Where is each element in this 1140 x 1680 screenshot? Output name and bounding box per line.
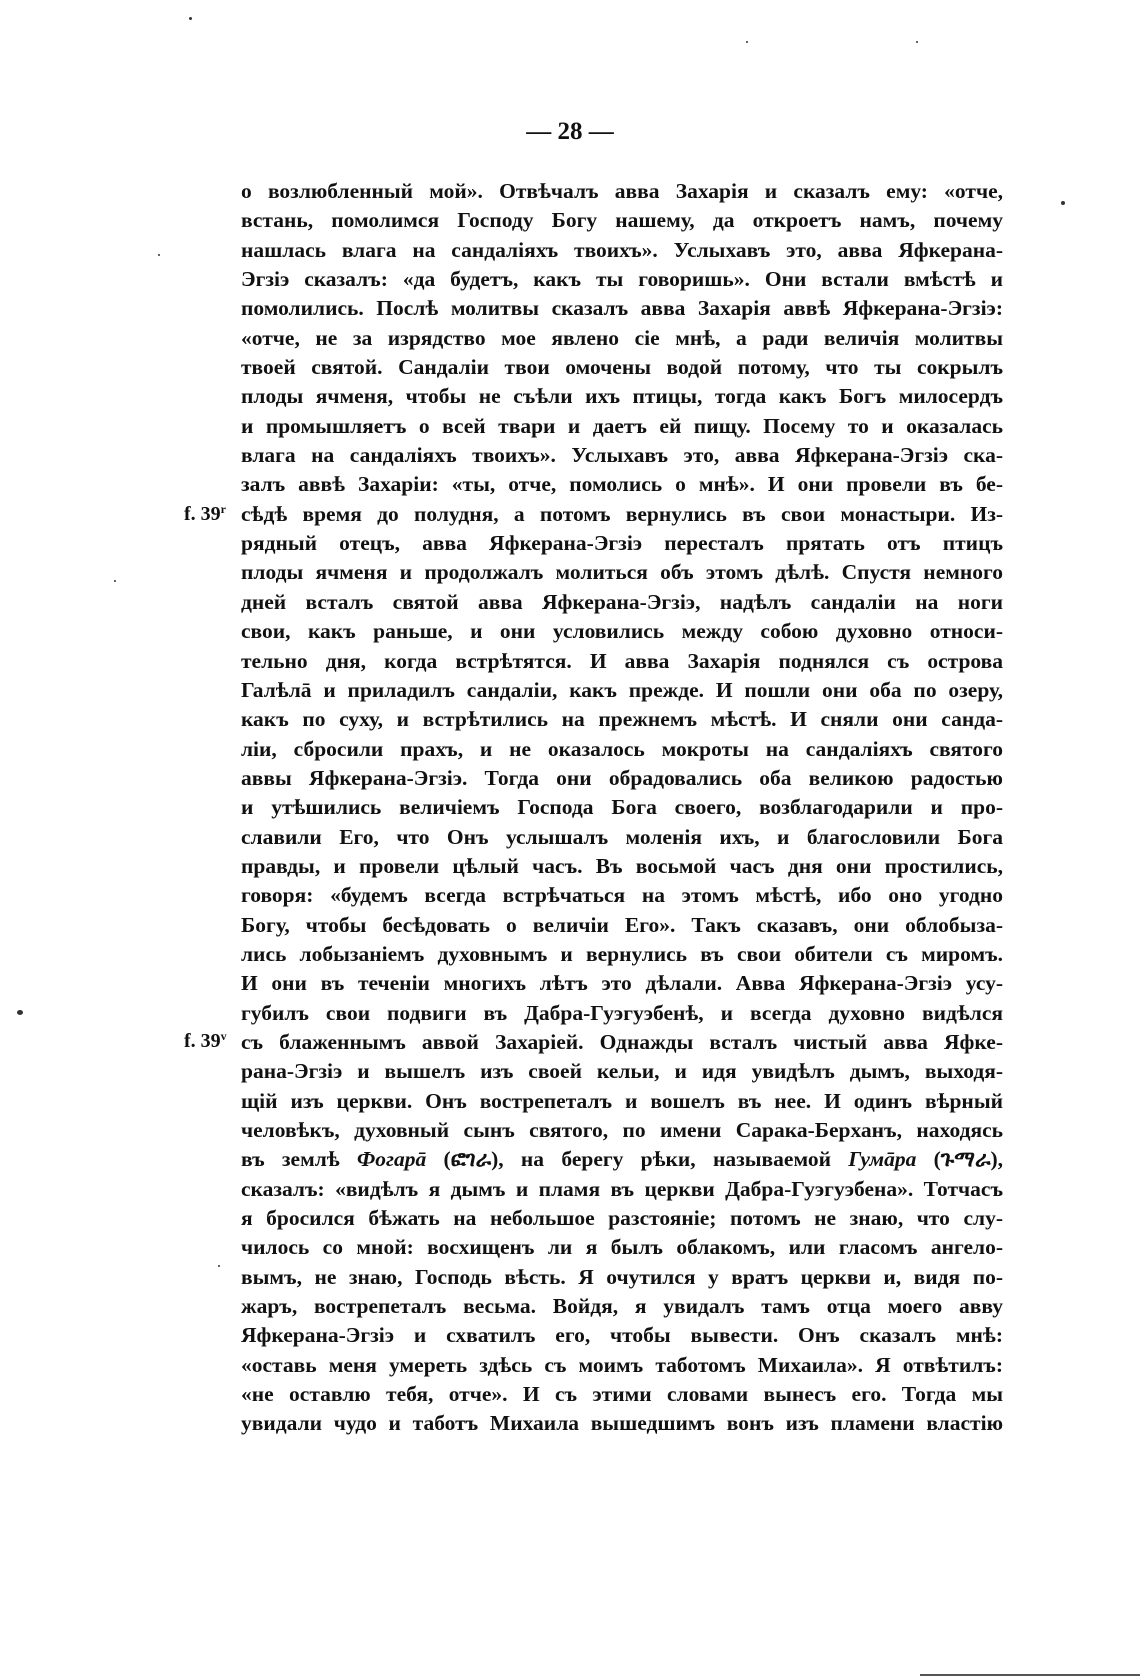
text-line: помолились. Послѣ молитвы сказалъ авва Захарія аввѣ Яфкерана-Эгзіэ: (241, 296, 1003, 321)
folio-sup: r (220, 502, 226, 516)
scan-speck (189, 17, 192, 20)
text-line: Эгзіэ сказалъ: «да будетъ, какъ ты говоришь». Они встали вмѣстѣ и (241, 267, 1003, 292)
text-line: лись лобызаніемъ духовнымъ и вернулись въ свои обители съ миромъ. (241, 941, 1003, 966)
text-line: вымъ, не знаю, Господь вѣсть. Я очутился у вратъ церкви и, видя по- (241, 1264, 1003, 1289)
text-line: свои, какъ раньше, и они условились между собою духовно относи- (241, 619, 1003, 644)
folio-label: f. 39 (184, 1030, 221, 1052)
text-line: «оставь меня умереть здѣсь съ моимъ таботомъ Михаила». Я отвѣтилъ: (241, 1352, 1003, 1377)
text-line: и утѣшились величіемъ Господа Бога своего, возблагодарили и про- (241, 795, 1003, 820)
scan-speck (746, 41, 748, 43)
text-line: «не оставлю тебя, отче». И съ этими словами вынесъ его. Тогда мы (241, 1382, 1003, 1407)
text-line: И они въ теченіи многихъ лѣтъ это дѣлали. Авва Яфкерана-Эгзіэ усу- (241, 971, 1003, 996)
folio-marker-39v (184, 1022, 227, 1056)
text-line: Богу, чтобы бесѣдовать о величіи Его». Такъ сказавъ, они облобыза- (241, 912, 1003, 937)
text-line: сказалъ: «видѣлъ я дымъ и пламя въ церкви Дабра-Гуэгуэбена». Тотчасъ (241, 1176, 1003, 1201)
scan-speck (114, 580, 116, 582)
text-line: плоды ячменя, чтобы не съѣли ихъ птицы, тогда какъ Богъ милосердъ (241, 384, 1003, 409)
text-line: плоды ячменя и продолжалъ молиться объ этомъ дѣлѣ. Спустя немного (241, 560, 1003, 585)
text-line: нашлась влага на сандаліяхъ твоихъ». Услыхавъ это, авва Яфкерана- (241, 237, 1003, 262)
text-line: «отче, не за изрядство мое явлено сіе мнѣ, а ради величія молитвы (241, 325, 1003, 350)
text-line: залъ аввѣ Захаріи: «ты, отче, помолись о мнѣ». И они провели въ бе- (241, 472, 1003, 497)
text-line: аввы Яфкерана-Эгзіэ. Тогда они обрадовались оба великою радостью (241, 765, 1003, 790)
text-line: славили Его, что Онъ услышалъ моленія ихъ, и благословили Бога (241, 824, 1003, 849)
text-line: ліи, сбросили прахъ, и не оказалось мокроты на сандаліяхъ святого (241, 736, 1003, 761)
scan-speck (158, 254, 160, 256)
place-name-gumara: Гумāра (848, 1147, 917, 1172)
text-line: я бросился бѣжать на небольшое разстояніе; потомъ не знаю, что слу- (241, 1206, 1003, 1231)
text-line: Галѣлā и приладилъ сандаліи, какъ прежде. И пошли они оба по озеру, (241, 677, 1003, 702)
text-line: сѣдѣ время до полудня, а потомъ вернулись въ свои монастыри. Из- (241, 501, 1003, 526)
text-line: щій изъ церкви. Онъ вострепеталъ и вошелъ въ нее. И одинъ вѣрный (241, 1088, 1003, 1113)
text-line: говоря: «будемъ всегда встрѣчаться на этомъ мѣстѣ, ибо оно угодно (241, 883, 1003, 908)
text-line: влага на сандаліяхъ твоихъ». Услыхавъ это, авва Яфкерана-Эгзіэ ска- (241, 443, 1003, 468)
text-line: и промышляетъ о всей твари и даетъ ей пищу. Посему то и оказалась (241, 413, 1003, 438)
bottom-edge-line (920, 1674, 1140, 1676)
text-line: человѣкъ, духовный сынъ святого, по имени Сарака-Берханъ, находясь (241, 1118, 1003, 1142)
text-line: какъ по суху, и встрѣтились на прежнемъ мѣстѣ. И сняли они санда- (241, 707, 1003, 732)
text-line: тельно дня, когда встрѣтятся. И авва Захарія поднялся съ острова (241, 648, 1003, 673)
text-line: увидали чудо и таботъ Михаила вышедшимъ вонъ изъ пламени властію (241, 1411, 1003, 1436)
page-number: — 28 — (526, 118, 614, 145)
text-line: жаръ, вострепеталъ весьма. Войдя, я увидалъ тамъ отца моего авву (241, 1294, 1003, 1319)
scan-speck (218, 1265, 220, 1267)
text-line: рана-Эгзіэ и вышелъ изъ своей кельи, и идя увидѣлъ дымъ, выходя- (241, 1059, 1003, 1084)
folio-label: f. 39 (184, 503, 221, 525)
scan-speck (17, 1010, 23, 1015)
scan-speck (1061, 201, 1065, 205)
text-line: встань, помолимся Господу Богу нашему, да откроетъ намъ, почему (241, 208, 1003, 233)
text-line-place-names (241, 1145, 1003, 1174)
text-fragment: въ землѣ (241, 1147, 358, 1172)
place-name-fogara: Фогарā (357, 1147, 427, 1172)
folio-marker-39r (184, 495, 226, 529)
text-line: дней всталъ святой авва Яфкерана-Эгзіэ, надѣлъ сандаліи на ноги (241, 589, 1003, 614)
folio-sup: v (220, 1029, 227, 1043)
text-line: рядный отецъ, авва Яфкерана-Эгзіэ пересталъ прятать отъ птицъ (241, 531, 1003, 556)
text-line: чилось со мной: восхищенъ ли я былъ облакомъ, или гласомъ ангело- (241, 1235, 1003, 1260)
text-fragment: (ጉማራ), (916, 1147, 1003, 1172)
text-line: твоей святой. Сандаліи твои омочены водой потому, что ты сокрылъ (241, 355, 1003, 380)
text-line: губилъ свои подвиги въ Дабра-Гуэгуэбенѣ, и всегда духовно видѣлся (241, 1000, 1003, 1025)
text-line: о возлюбленный мой». Отвѣчалъ авва Захарія и сказалъ ему: «отче, (241, 179, 1003, 203)
scan-speck (916, 41, 918, 43)
text-fragment: (ፎገራ), на берегу рѣки, называемой (426, 1147, 849, 1172)
text-line: Яфкерана-Эгзіэ и схватилъ его, чтобы вывести. Онъ сказалъ мнѣ: (241, 1323, 1003, 1348)
text-line: съ блаженнымъ аввой Захаріей. Однажды всталъ чистый авва Яфке- (241, 1029, 1003, 1054)
text-line: правды, и провели цѣлый часъ. Въ восьмой часъ дня они простились, (241, 853, 1003, 878)
body-text (241, 177, 1003, 1439)
